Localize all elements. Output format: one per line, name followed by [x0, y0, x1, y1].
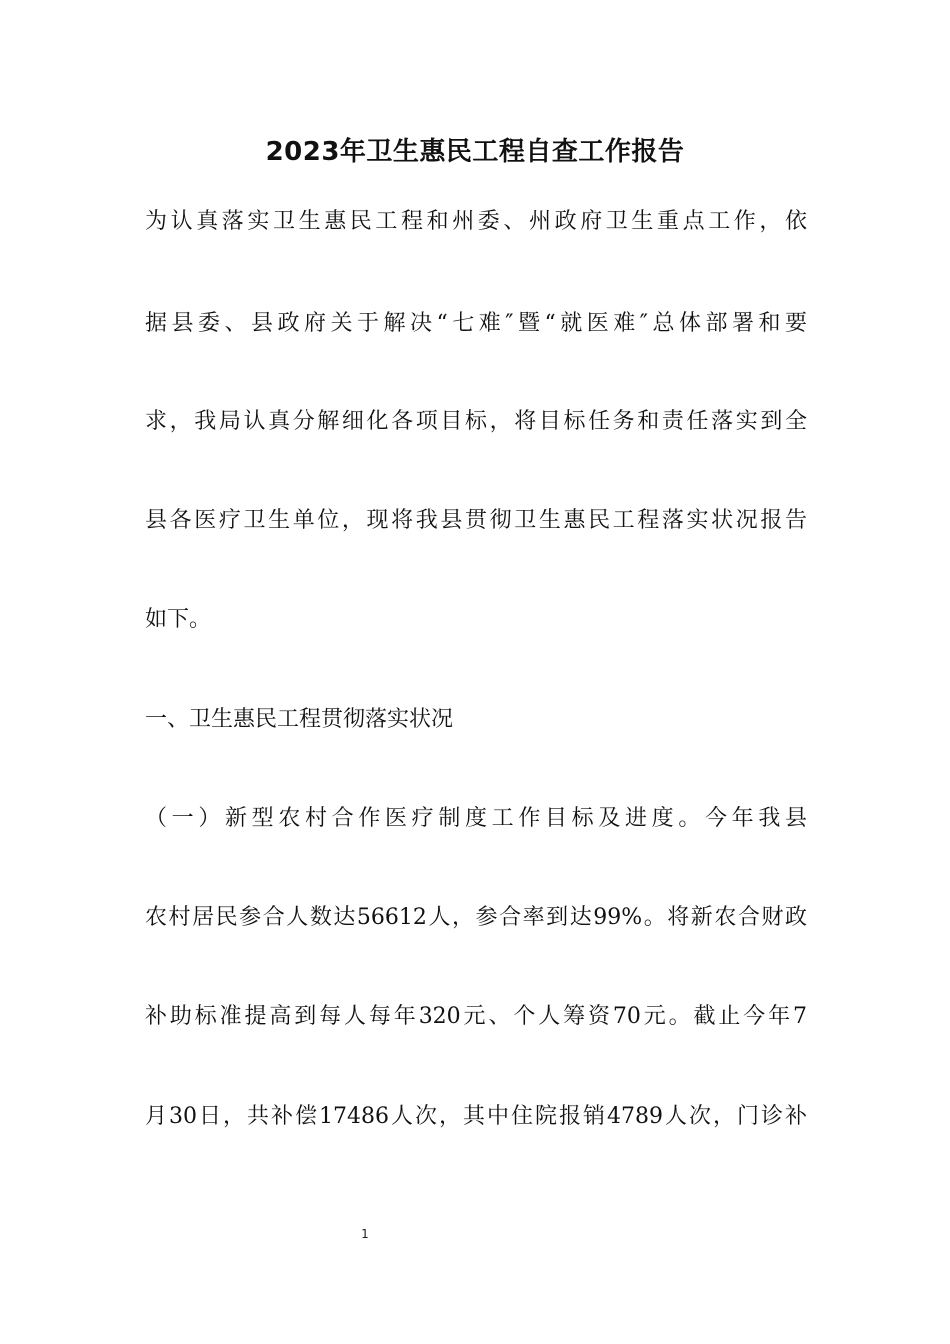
document-title: 2023年卫生惠民工程自查工作报告: [265, 137, 685, 167]
paragraph-line: 为认真落实卫生惠民工程和州委、州政府卫生重点工作，依: [145, 209, 807, 234]
paragraph-line: 据县委、县政府关于解决“七难″暨“就医难″总体部署和要: [145, 311, 807, 336]
paragraph-line: 月30日，共补偿17486人次，其中住院报销4789人次，门诊补: [145, 1104, 807, 1129]
paragraph-line: 补助标准提高到每人每年320元、个人筹资70元。截止今年7: [145, 1004, 807, 1029]
paragraph-line: 县各医疗卫生单位，现将我县贯彻卫生惠民工程落实状况报告: [145, 508, 807, 533]
paragraph-line: 农村居民参合人数达56612人，参合率到达99%。将新农合财政: [145, 905, 807, 930]
page-number: 1: [361, 1227, 369, 1241]
paragraph-line: 求，我局认真分解细化各项目标，将目标任务和责任落实到全: [145, 409, 807, 434]
paragraph-line: （一）新型农村合作医疗制度工作目标及进度。今年我县: [145, 806, 807, 831]
section-heading: 一、卫生惠民工程贯彻落实状况: [145, 707, 454, 732]
paragraph-line: 如下。: [145, 607, 212, 632]
